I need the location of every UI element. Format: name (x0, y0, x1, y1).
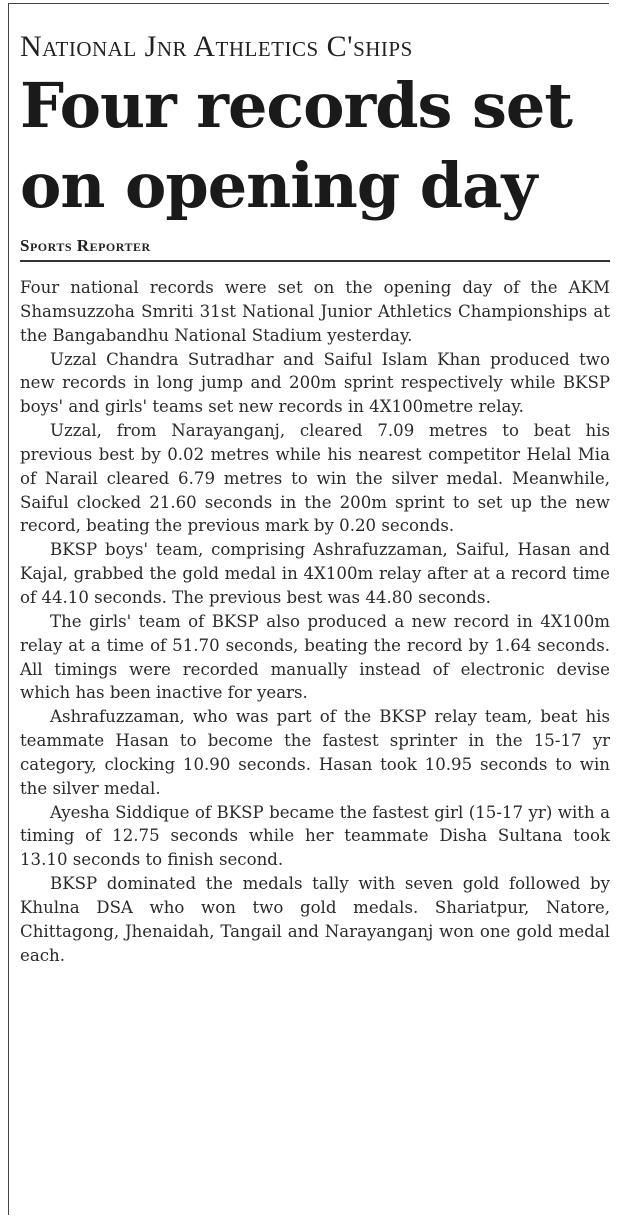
body-paragraph: The girls' team of BKSP also produced a new record in 4X100m relay at a time of 51.70 seconds, beating the record by 1.64 seconds. All timings were recorded manually instead of electronic devise which has been inactive for years. (20, 611, 610, 703)
left-border-rule (8, 3, 9, 1215)
body-paragraph: BKSP boys' team, comprising Ashrafuzzaman, Saiful, Hasan and Kajal, grabbed the gold medal in 4X100m relay after at a record time of 44.10 seconds. The previous best was 44.80 seconds. (20, 540, 610, 607)
body-paragraph: Four national records were set on the opening day of the AKM Shamsuzzoha Smriti 31st National Junior Athletics Championships at the Bangabandhu National Stadium yesterday. (20, 278, 610, 345)
body-paragraph: Uzzal, from Narayanganj, cleared 7.09 metres to beat his previous best by 0.02 metres while his nearest competitor Helal Mia of Narail cleared 6.79 metres to win the silver medal. Meanwhile, Saiful clocked 21.60 seconds in the 200m sprint to set up the new record, beating the previous mark by 0.20 seconds. (20, 421, 610, 536)
article-kicker: National Jnr Athletics C'ships (20, 30, 413, 63)
article-headline: Four records set on opening day (20, 69, 573, 222)
top-border-rule (8, 3, 609, 4)
article-body (20, 276, 610, 967)
body-paragraph: Uzzal Chandra Sutradhar and Saiful Islam Khan produced two new records in long jump and 200m sprint respectively while BKSP boys' and girls' teams set new records in 4X100metre relay. (20, 349, 610, 417)
news-article (20, 30, 610, 967)
body-paragraph: BKSP dominated the medals tally with seven gold followed by Khulna DSA who won two gold medals. Shariatpur, Natore, Chittagong, Jhenaidah, Tangail and Narayanganj won one gold medal each. (20, 874, 610, 965)
body-paragraph: Ashrafuzzaman, who was part of the BKSP relay team, beat his teammate Hasan to become the fastest sprinter in the 15-17 yr category, clocking 10.90 seconds. Hasan took 10.95 seconds to win the silver medal. (20, 707, 610, 798)
article-byline: Sports Reporter (20, 236, 610, 262)
body-paragraph: Ayesha Siddique of BKSP became the fastest girl (15-17 yr) with a timing of 12.75 seconds while her teammate Disha Sultana took 13.10 seconds to finish second. (20, 802, 610, 870)
